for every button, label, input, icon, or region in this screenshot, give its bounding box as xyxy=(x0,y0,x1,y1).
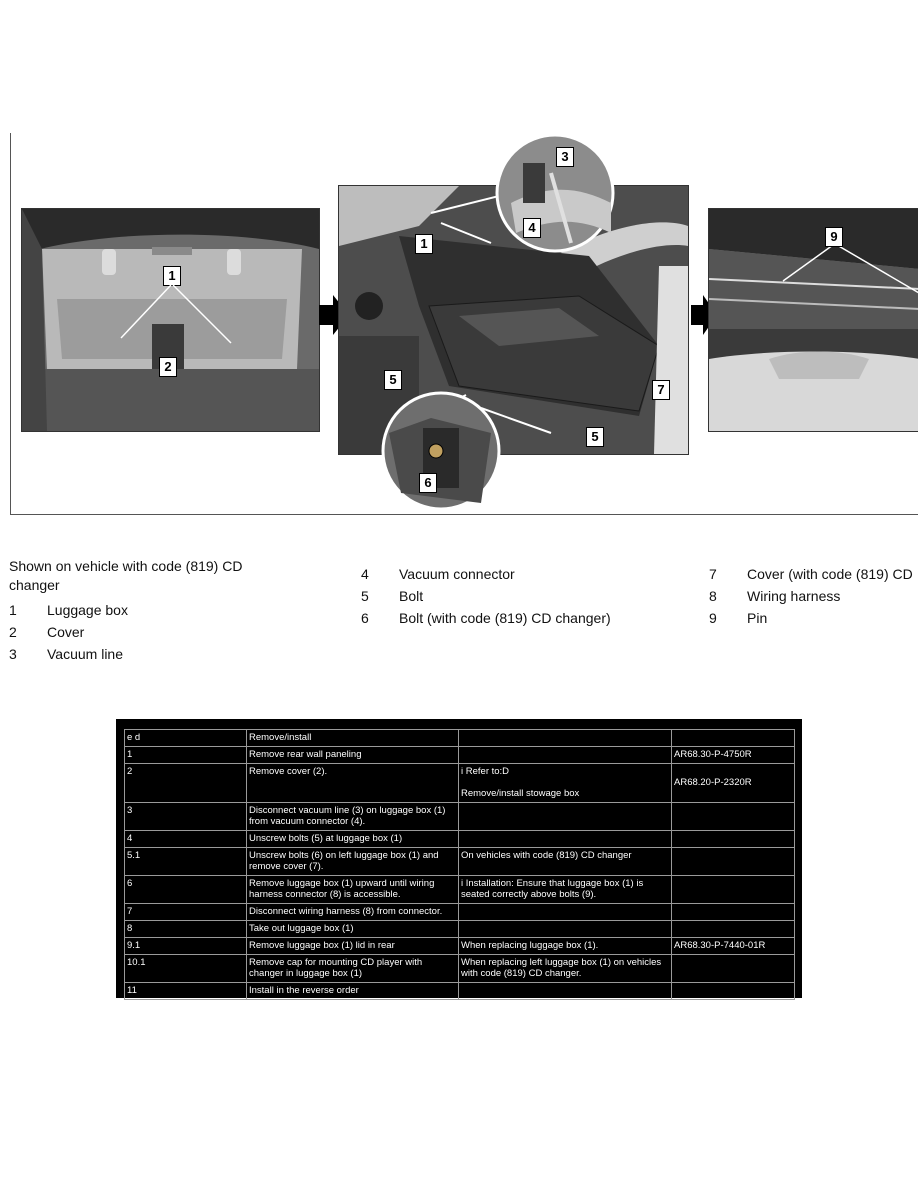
reference-code[interactable]: AR68.20-P-2320R xyxy=(674,777,752,788)
procedure-table-panel xyxy=(116,719,802,998)
step-reference xyxy=(672,764,795,803)
callout-1-luggage-box: 1 xyxy=(163,266,181,286)
table-row xyxy=(125,876,795,904)
legend-number: 8 xyxy=(709,588,717,604)
legend-item xyxy=(361,585,611,607)
legend-column-3 xyxy=(709,563,913,629)
table-row xyxy=(125,747,795,764)
step-number: 6 xyxy=(125,876,247,904)
callout-7-cover: 7 xyxy=(652,380,670,400)
step-reference xyxy=(672,831,795,848)
figure-legend xyxy=(0,557,918,667)
table-row xyxy=(125,831,795,848)
step-reference xyxy=(672,983,795,1000)
callout-1-luggage-box-detail: 1 xyxy=(415,234,433,254)
step-notes xyxy=(459,831,672,848)
legend-label: Pin xyxy=(747,610,768,626)
callout-6-bolt-cd-changer: 6 xyxy=(419,473,437,493)
step-operation: Remove cap for mounting CD player with changer in luggage box (1) xyxy=(247,955,459,983)
step-reference xyxy=(672,803,795,831)
procedure-table xyxy=(124,729,795,1000)
step-operation: Remove cover (2). xyxy=(247,764,459,803)
callout-2-cover: 2 xyxy=(159,357,177,377)
callout-5-bolt-left: 5 xyxy=(384,370,402,390)
legend-item xyxy=(361,563,611,585)
step-number: 10.1 xyxy=(125,955,247,983)
table-row xyxy=(125,921,795,938)
step-number: 1 xyxy=(125,747,247,764)
step-operation: Unscrew bolts (5) at luggage box (1) xyxy=(247,831,459,848)
step-operation: Unscrew bolts (6) on left luggage box (1) and remove cover (7). xyxy=(247,848,459,876)
step-number: 11 xyxy=(125,983,247,1000)
legend-number: 1 xyxy=(9,602,17,618)
step-operation: Disconnect wiring harness (8) from connector. xyxy=(247,904,459,921)
step-notes: When replacing luggage box (1). xyxy=(459,938,672,955)
step-number: 3 xyxy=(125,803,247,831)
step-notes xyxy=(459,803,672,831)
note-refer: i Refer to:D xyxy=(461,766,510,777)
step-operation: Remove luggage box (1) lid in rear xyxy=(247,938,459,955)
step-reference[interactable]: AR68.30-P-7440-01R xyxy=(672,938,795,955)
legend-label: Cover xyxy=(47,624,85,640)
table-row xyxy=(125,803,795,831)
step-number: 4 xyxy=(125,831,247,848)
step-reference xyxy=(672,848,795,876)
illustration-figure xyxy=(10,133,918,515)
step-notes xyxy=(459,904,672,921)
step-notes xyxy=(459,764,672,803)
step-reference xyxy=(672,876,795,904)
legend-number: 5 xyxy=(361,588,369,604)
step-notes: On vehicles with code (819) CD changer xyxy=(459,848,672,876)
table-row xyxy=(125,848,795,876)
legend-label: Bolt (with code (819) CD changer) xyxy=(399,610,611,626)
table-row xyxy=(125,938,795,955)
step-reference xyxy=(672,904,795,921)
step-operation: Take out luggage box (1) xyxy=(247,921,459,938)
table-row xyxy=(125,764,795,803)
step-number: 8 xyxy=(125,921,247,938)
step-operation: Disconnect vacuum line (3) on luggage box (1) from vacuum connector (4). xyxy=(247,803,459,831)
legend-label: Wiring harness xyxy=(747,588,841,604)
step-notes xyxy=(459,921,672,938)
note-link[interactable]: Remove/install stowage box xyxy=(461,788,580,799)
callout-4-vacuum-connector: 4 xyxy=(523,218,541,238)
step-number: 7 xyxy=(125,904,247,921)
legend-caption: Shown on vehicle with code (819) CD changer xyxy=(9,558,243,593)
table-row xyxy=(125,983,795,1000)
step-number: 9.1 xyxy=(125,938,247,955)
legend-item xyxy=(361,607,611,629)
legend-column-2 xyxy=(361,563,611,629)
table-row xyxy=(125,904,795,921)
legend-number: 7 xyxy=(709,566,717,582)
step-notes: i Installation: Ensure that luggage box (1) is seated correctly above bolts (9). xyxy=(459,876,672,904)
legend-item xyxy=(9,643,259,665)
callout-3-vacuum-line: 3 xyxy=(556,147,574,167)
step-notes xyxy=(459,747,672,764)
legend-number: 4 xyxy=(361,566,369,582)
legend-number: 6 xyxy=(361,610,369,626)
legend-item xyxy=(709,563,913,585)
legend-item xyxy=(9,621,259,643)
legend-number: 2 xyxy=(9,624,17,640)
step-operation: Remove luggage box (1) upward until wiring harness connector (8) is accessible. xyxy=(247,876,459,904)
legend-item xyxy=(9,599,259,621)
legend-number: 3 xyxy=(9,646,17,662)
legend-label: Vacuum line xyxy=(47,646,124,662)
callout-9-pin: 9 xyxy=(825,227,843,247)
step-number: 5.1 xyxy=(125,848,247,876)
step-number: 2 xyxy=(125,764,247,803)
step-reference xyxy=(672,921,795,938)
legend-label: Luggage box xyxy=(47,602,128,618)
step-reference: AR68.30-P-4750R xyxy=(672,747,795,764)
legend-number: 9 xyxy=(709,610,717,626)
header-step: e d xyxy=(125,730,247,747)
step-notes xyxy=(459,983,672,1000)
legend-label: Cover (with code (819) CD xyxy=(747,566,913,582)
callout-5-bolt-right: 5 xyxy=(586,427,604,447)
legend-item xyxy=(709,585,913,607)
header-reference xyxy=(672,730,795,747)
step-operation: Install in the reverse order xyxy=(247,983,459,1000)
legend-item xyxy=(709,607,913,629)
step-reference xyxy=(672,955,795,983)
legend-label: Bolt xyxy=(399,588,424,604)
legend-label: Vacuum connector xyxy=(399,566,515,582)
table-row xyxy=(125,955,795,983)
legend-column-1 xyxy=(9,557,259,665)
leader-lines-pin xyxy=(11,133,918,514)
step-operation: Remove rear wall paneling xyxy=(247,747,459,764)
header-notes xyxy=(459,730,672,747)
table-header-row xyxy=(125,730,795,747)
header-operation: Remove/install xyxy=(247,730,459,747)
step-notes: When replacing left luggage box (1) on vehicles with code (819) CD changer. xyxy=(459,955,672,983)
